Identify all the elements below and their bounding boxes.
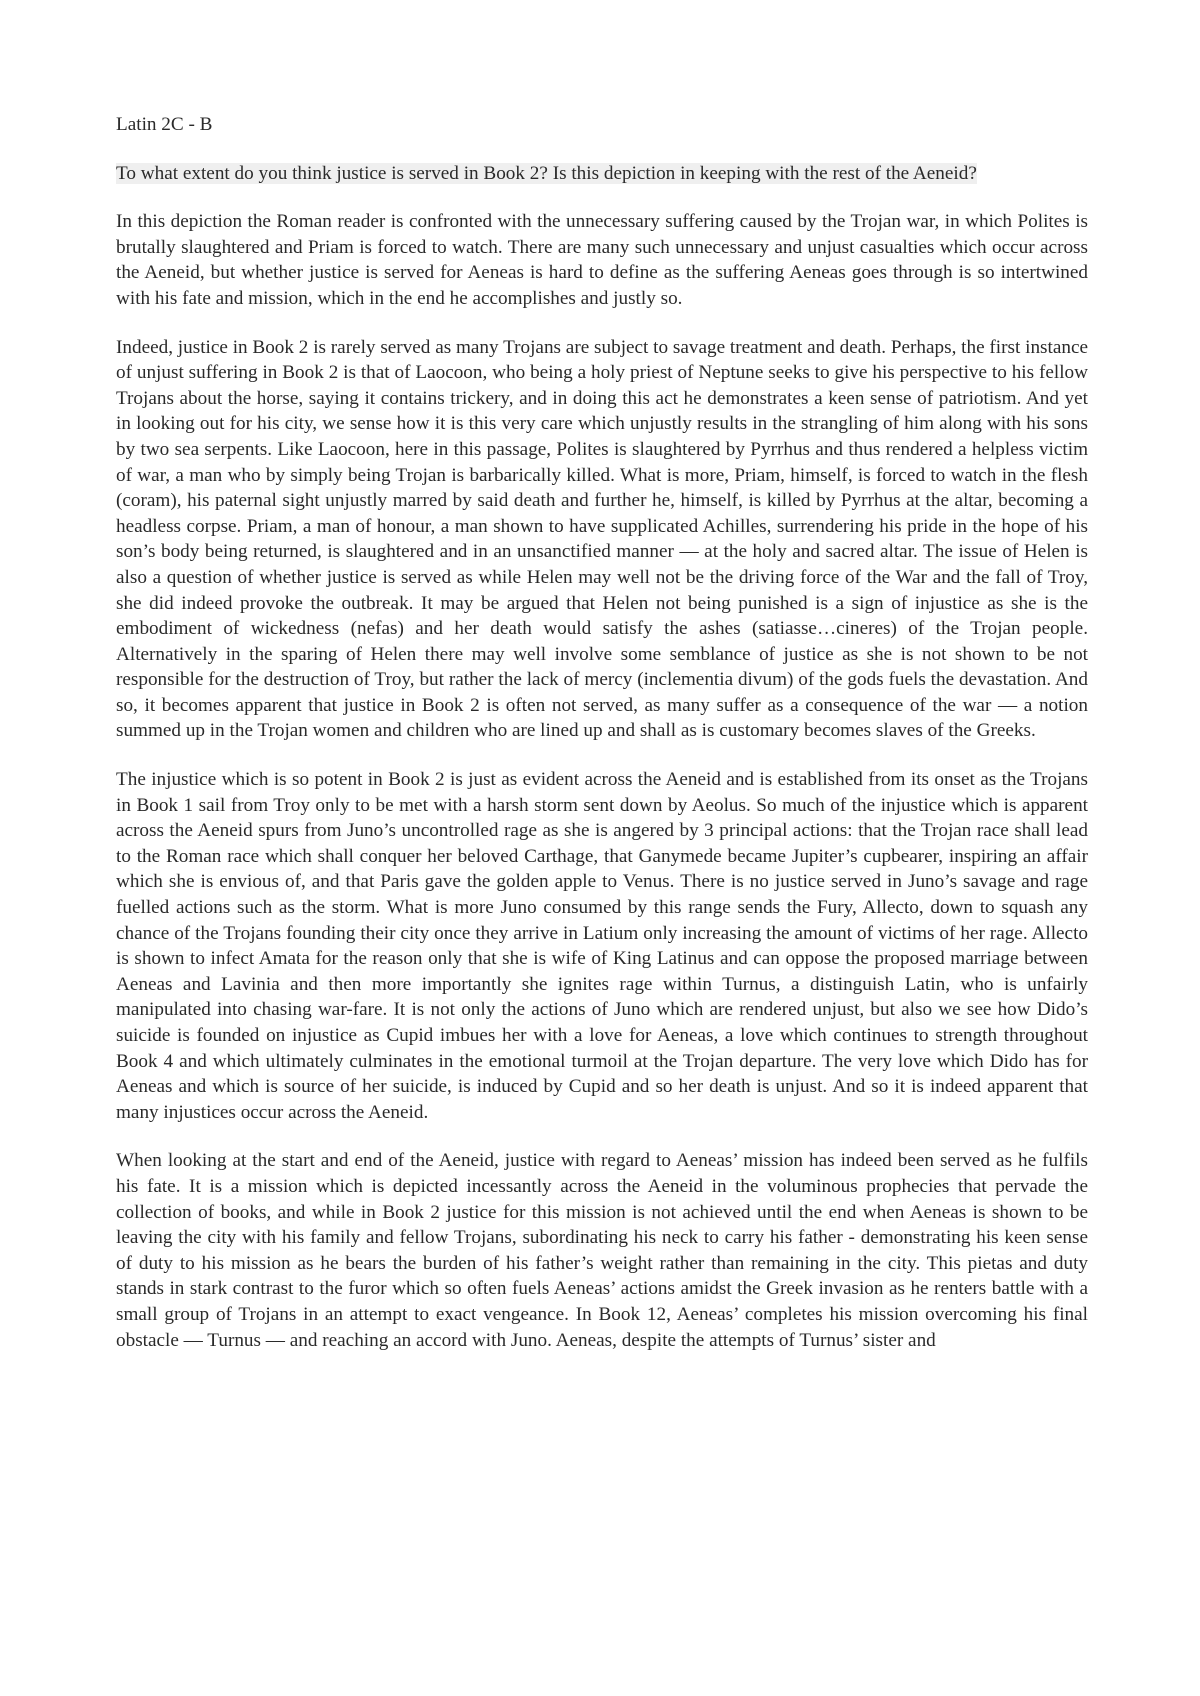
essay-question	[116, 161, 1088, 187]
document-page	[116, 112, 1088, 1376]
paragraph-book-2-justice: Indeed, justice in Book 2 is rarely served as many Trojans are subject to savage treatment and death. Perhaps, the first instance of unjust suffering in Book 2 is that of Laocoon, who being a holy priest of Neptune seeks to give his perspective to his fellow Trojans about the horse, saying it contains trickery, and in doing this act he demonstrates a keen sense of patriotism. And yet in looking out for his city, we sense how it is this very care which unjustly results in the strangling of him along with his sons by two sea serpents. Like Laocoon, here in this passage, Polites is slaughtered by Pyrrhus and thus rendered a helpless victim of war, a man who by simply being Trojan is barbarically killed. What is more, Priam, himself, is forced to watch in the flesh (coram), his paternal sight unjustly marred by said death and further he, himself, is killed by Pyrrhus at the altar, becoming a headless corpse. Priam, a man of honour, a man shown to have supplicated Achilles, surrendering his pride in the hope of his son’s body being returned, is slaughtered and in an unsanctified manner — at the holy and sacred altar. The issue of Helen is also a question of whether justice is served as while Helen may well not be the driving force of the War and the fall of Troy, she did indeed provoke the outbreak. It may be argued that Helen not being punished is a sign of injustice as she is the embodiment of wickedness (nefas) and her death would satisfy the ashes (satiasse…cineres) of the Trojan people. Alternatively in the sparing of Helen there may well involve some semblance of justice as she is not shown to be not responsible for the destruction of Troy, but rather the lack of mercy (inclementia divum) of the gods fuels the devastation. And so, it becomes apparent that justice in Book 2 is often not served, as many suffer as a consequence of the war — a notion summed up in the Trojan women and children who are lined up and shall as is customary becomes slaves of the Greeks.	[116, 336, 1088, 742]
paragraph-introduction: In this depiction the Roman reader is confronted with the unnecessary suffering caused by the Trojan war, in which Polites is brutally slaughtered and Priam is forced to watch. There are many such unnecessary and unjust casualties which occur across the Aeneid, but whether justice is served for Aeneas is hard to define as the suffering Aeneas goes through is so intertwined with his fate and mission, which in the end he accomplishes and justly so.	[116, 211, 1088, 309]
paragraph-aeneid-injustice: The injustice which is so potent in Book 2 is just as evident across the Aeneid and is established from its onset as the Trojans in Book 1 sail from Troy only to be met with a harsh storm sent down by Aeolus. So much of the injustice which is apparent across the Aeneid spurs from Juno’s uncontrolled rage as she is angered by 3 principal actions: that the Trojan race shall lead to the Roman race which shall conquer her beloved Carthage, that Ganymede became Jupiter’s cupbearer, inspiring an affair which she is envious of, and that Paris gave the golden apple to Venus. There is no justice served in Juno’s savage and rage fuelled actions such as the storm. What is more Juno consumed by this range sends the Fury, Allecto, down to squash any chance of the Trojans founding their city once they arrive in Latium only increasing the amount of victims of her rage. Allecto is shown to infect Amata for the reason only that she is wife of King Latinus and can oppose the proposed marriage between Aeneas and Lavinia and then more importantly she ignites rage within Turnus, a distinguish Latin, who is unfairly manipulated into chasing war-fare. It is not only the actions of Juno which are rendered unjust, but also we see how Dido’s suicide is founded on injustice as Cupid imbues her with a love for Aeneas, a love which continues to strength throughout Book 4 and which ultimately culminates in the emotional turmoil at the Trojan departure. The very love which Dido has for Aeneas and which is source of her suicide, is induced by Cupid and so her death is unjust. And so it is indeed apparent that many injustices occur across the Aeneid.	[116, 769, 1088, 1123]
paragraph-aeneas-mission: When looking at the start and end of the Aeneid, justice with regard to Aeneas’ mission has indeed been served as he fulfils his fate. It is a mission which is depicted incessantly across the Aeneid in the voluminous prophecies that pervade the collection of books, and while in Book 2 justice for this mission is not achieved until the end when Aeneas is shown to be leaving the city with his family and fellow Trojans, subordinating his neck to carry his father - demonstrating his keen sense of duty to his mission as he bears the burden of his father’s weight rather than remaining in the city. This pietas and duty stands in stark contrast to the furor which so often fuels Aeneas’ actions amidst the Greek invasion as he renters battle with a small group of Trojans in an attempt to exact vengeance. In Book 12, Aeneas’ completes his mission overcoming his final obstacle — Turnus — and reaching an accord with Juno. Aeneas, despite the attempts of Turnus’ sister and	[116, 1150, 1088, 1351]
document-heading: Latin 2C - B	[116, 114, 213, 135]
essay-question-text: To what extent do you think justice is served in Book 2? Is this depiction in keeping with the rest of the Aeneid?	[116, 162, 977, 184]
